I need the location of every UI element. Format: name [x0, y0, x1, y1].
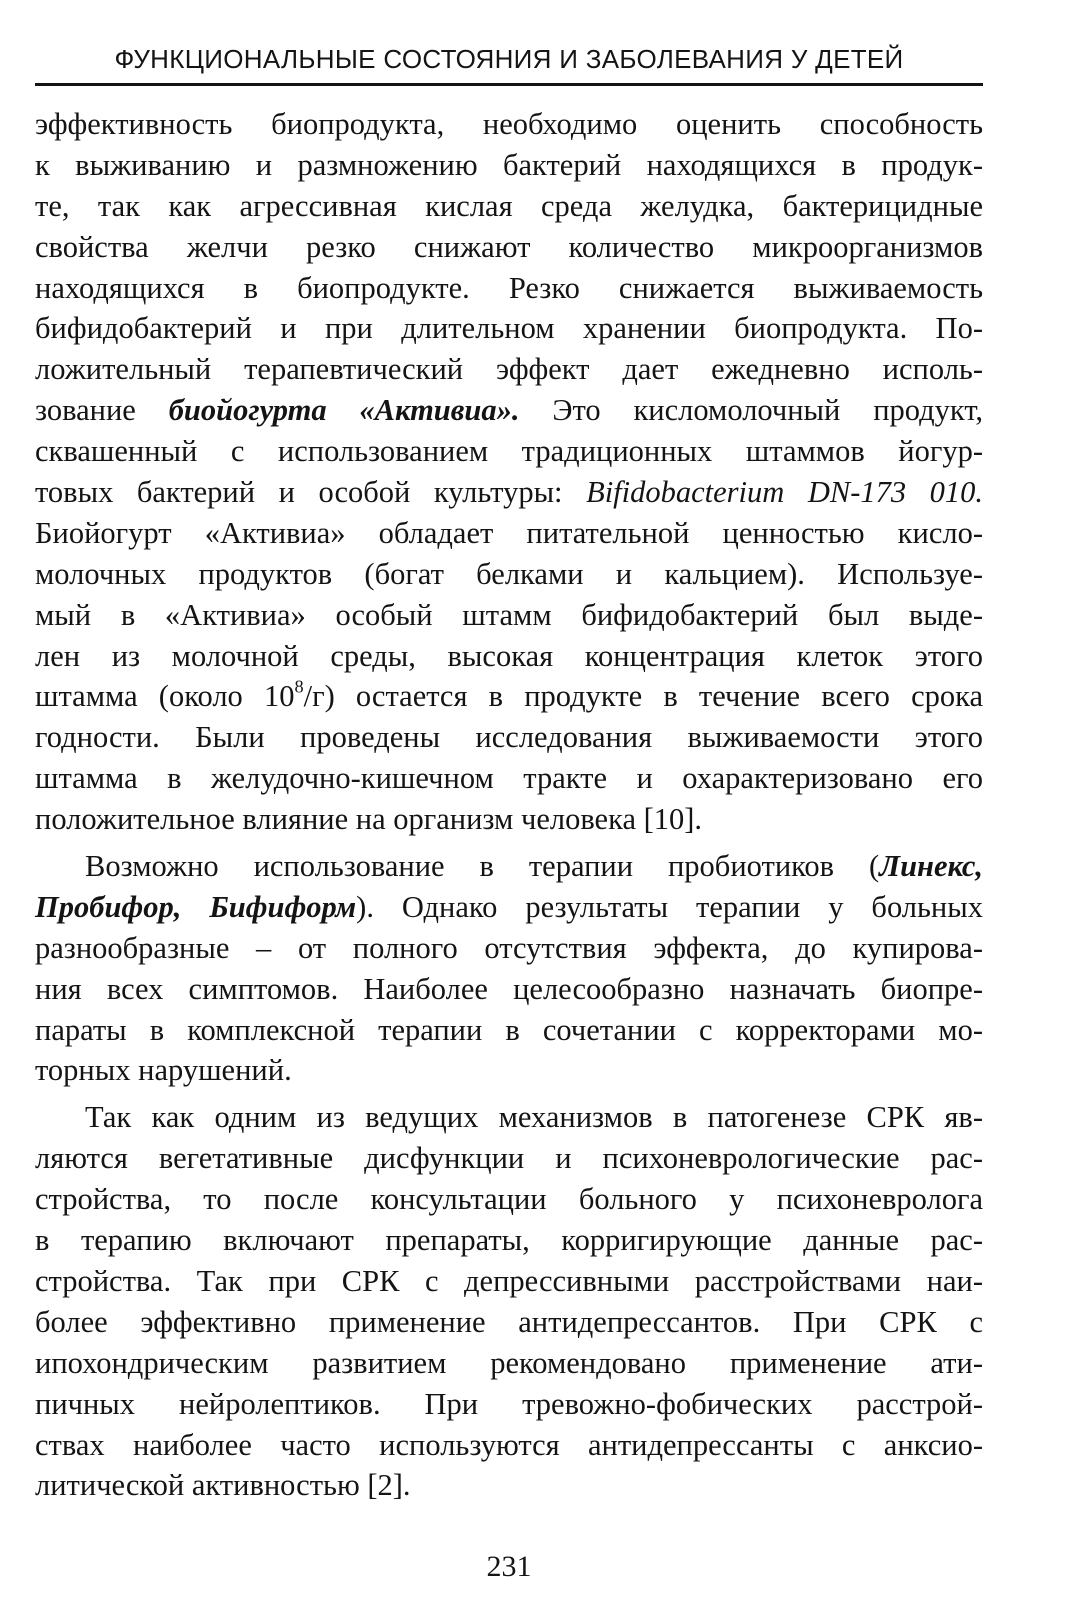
book-page: [35, 0, 983, 1600]
text-line: Биойогурт «Активиа» обладает питательной ценностью кисло-: [35, 515, 983, 550]
text-line: положительное влияние на организм человека [10].: [35, 802, 703, 837]
text-line: стройства, то после консультации больного у психоневролога: [35, 1182, 983, 1217]
text-line: [35, 887, 983, 928]
text-segment: ). Однако результаты терапии у больных: [356, 889, 983, 924]
text-line: те, так как агрессивная кислая среда желудка, бактерицидные: [35, 188, 983, 223]
text-line: пичных нейролептиков. При тревожно-фобических расстрой-: [35, 1386, 983, 1421]
text-line: молочных продуктов (богат белками и кальцием). Используе-: [35, 556, 983, 591]
text-line: мый в «Активиа» особый штамм бифидобактерий был выде-: [35, 597, 983, 632]
text-segment: /г) остается в продукте в течение всего срока: [303, 679, 983, 714]
exponent-superscript: 8: [294, 676, 304, 697]
body-text: [35, 104, 983, 1506]
text-line: стройства. Так при СРК с депрессивными расстройствами наи-: [35, 1263, 983, 1298]
text-line: ложительный терапевтический эффект дает ежедневно исполь-: [35, 352, 983, 387]
text-line: разнообразные – от полного отсутствия эффекта, до купирова-: [35, 930, 983, 965]
text-line: ипохондрическим развитием рекомендовано применение ати-: [35, 1345, 983, 1380]
text-line: в терапию включают препараты, корригирующие данные рас-: [35, 1223, 983, 1258]
text-line: свойства желчи резко снижают количество микроорганизмов: [35, 229, 983, 264]
text-segment: Это кисломолочный продукт,: [519, 393, 983, 428]
text-line: [35, 390, 983, 431]
strain-name-italic: Bifidobacterium DN-173 010.: [586, 475, 984, 510]
text-line: Так как одним из ведущих механизмов в патогенезе СРК яв-: [85, 1100, 983, 1135]
text-line: торных нарушений.: [35, 1053, 292, 1088]
paragraph-1: [35, 104, 983, 840]
text-line: штамма в желудочно-кишечном тракте и охарактеризовано его: [35, 761, 983, 796]
text-line: ния всех симптомов. Наиболее целесообразно назначать биопре-: [35, 971, 983, 1006]
text-line: лен из молочной среды, высокая концентрация клеток этого: [35, 638, 983, 673]
paragraph-3: [35, 1097, 983, 1506]
product-name-emphasis: биойогурта «Активиа».: [168, 393, 520, 428]
text-line: ляются вегетативные дисфункции и психоневрологические рас-: [35, 1141, 983, 1176]
text-line: литической активностью [2].: [35, 1468, 411, 1503]
text-segment: штамма (около 10: [35, 679, 295, 714]
drug-names-emphasis: Пробифор, Бифиформ: [35, 889, 357, 924]
running-header: ФУНКЦИОНАЛЬНЫЕ СОСТОЯНИЯ И ЗАБОЛЕВАНИЯ У ДЕТЕЙ: [114, 44, 904, 74]
text-line: годности. Были проведены исследования выживаемости этого: [35, 720, 983, 755]
page-number: 231: [486, 1550, 532, 1583]
paragraph-2: [35, 846, 983, 1091]
text-segment: товых бактерий и особой культуры:: [35, 475, 587, 510]
text-line: эффективность биопродукта, необходимо оценить способность: [35, 107, 983, 141]
text-line: параты в комплексной терапии в сочетании с корректорами мо-: [35, 1012, 983, 1047]
text-line: более эффективно применение антидепрессантов. При СРК с: [35, 1304, 983, 1339]
text-line: [35, 472, 983, 513]
text-line: [35, 846, 983, 887]
text-line: находящихся в биопродукте. Резко снижается выживаемость: [35, 270, 983, 305]
drug-names-emphasis: Линекс,: [879, 849, 983, 884]
text-segment: Возможно использование в терапии пробиотиков (: [85, 849, 880, 884]
text-line: к выживанию и размножению бактерий находящихся в продук-: [35, 147, 983, 182]
text-line: сквашенный с использованием традиционных штаммов йогур-: [35, 434, 983, 469]
text-line: бифидобактерий и при длительном хранении биопродукта. По-: [35, 311, 983, 346]
text-line: [35, 676, 983, 717]
text-segment: зование: [35, 393, 169, 428]
text-line: ствах наиболее часто используются антидепрессанты с анксио-: [35, 1427, 983, 1462]
header-rule: [35, 83, 983, 86]
